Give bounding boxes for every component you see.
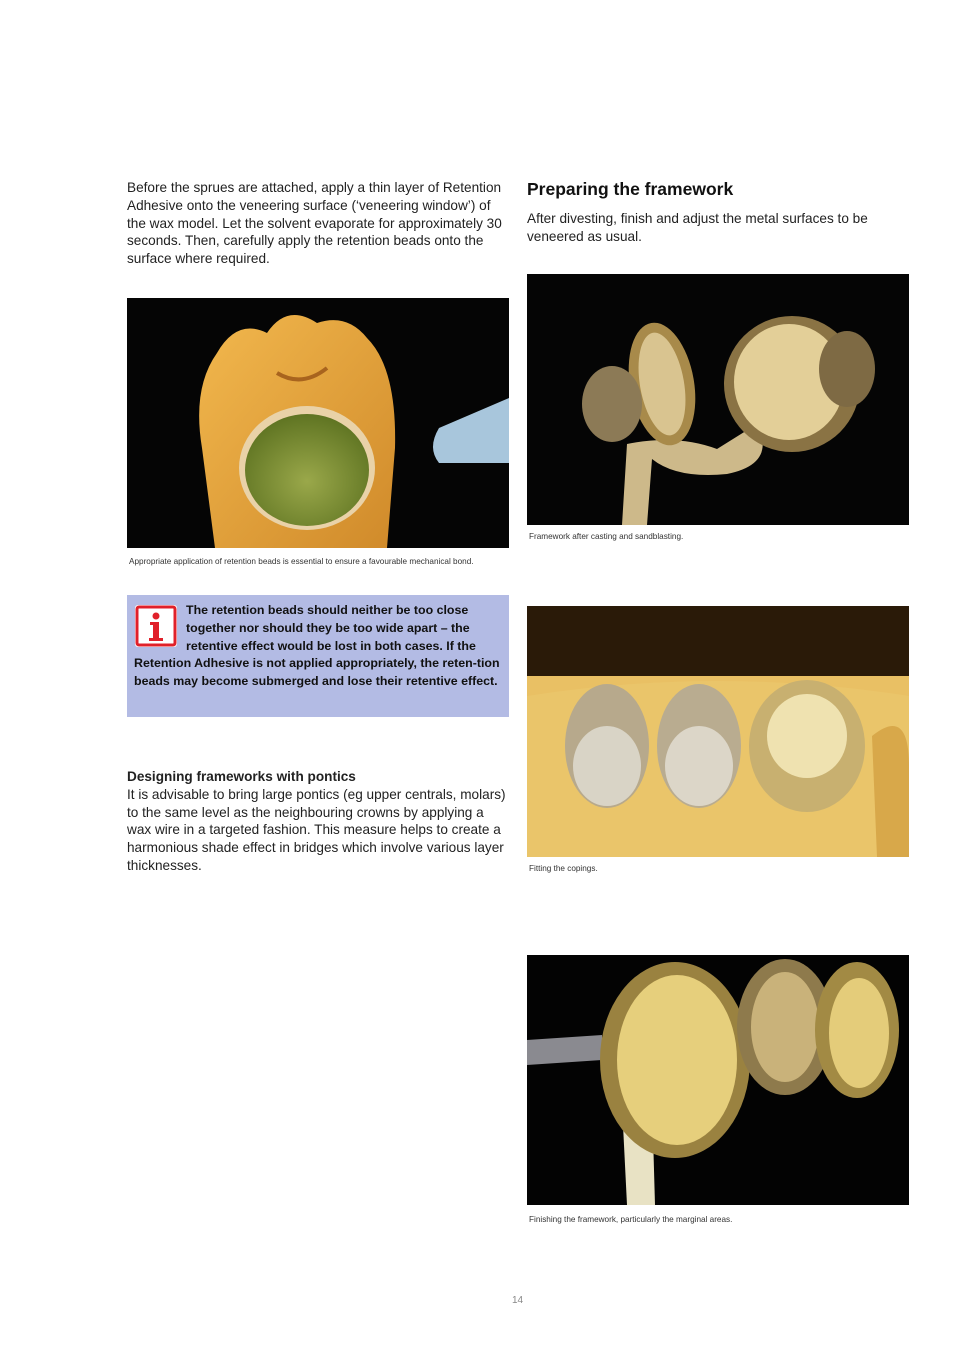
info-note-text: The retention beads should neither be too close together nor should they be too wide apart – the retentive effect would be lost in both cases. If the Retention Adhesive is not applied appropriately, the reten-tion beads may become submerged and lose their retentive effect. <box>134 603 500 689</box>
figure3-caption: Fitting the copings. <box>529 864 598 873</box>
intro-paragraph: Before the sprues are attached, apply a thin layer of Retention Adhesive onto the veneering surface (‘veneering window’) of the wax model. Let the solvent evaporate for approximately 30 seconds. Then, carefully apply the retention beads onto the surface where required. <box>127 180 502 267</box>
figure4-caption: Finishing the framework, particularly the marginal areas. <box>529 1215 733 1224</box>
photo-framework-casting <box>527 274 909 525</box>
photo-finishing-framework <box>527 955 909 1205</box>
figure1-caption: Appropriate application of retention beads is essential to ensure a favourable mechanical bond. <box>129 557 474 566</box>
figure2-caption: Framework after casting and sandblasting. <box>529 532 684 541</box>
photo-retention-beads <box>127 298 509 548</box>
info-icon <box>134 604 178 648</box>
info-note <box>127 595 509 717</box>
photo-fitting-copings <box>527 606 909 857</box>
section-title: Preparing the framework <box>527 179 734 199</box>
framework-intro: After divesting, finish and adjust the metal surfaces to be veneered as usual. <box>527 211 868 244</box>
pontics-paragraph: It is advisable to bring large pontics (eg upper centrals, molars) to the same level as the neighbouring crowns by applying a wax wire in a targeted fashion. This measure helps to create a harmonious shade effect in bridges which involve various layer thicknesses. <box>127 786 506 873</box>
pontics-heading: Designing frameworks with pontics <box>127 769 356 784</box>
pontics-section <box>127 768 511 875</box>
page-number: 14 <box>512 1295 524 1306</box>
